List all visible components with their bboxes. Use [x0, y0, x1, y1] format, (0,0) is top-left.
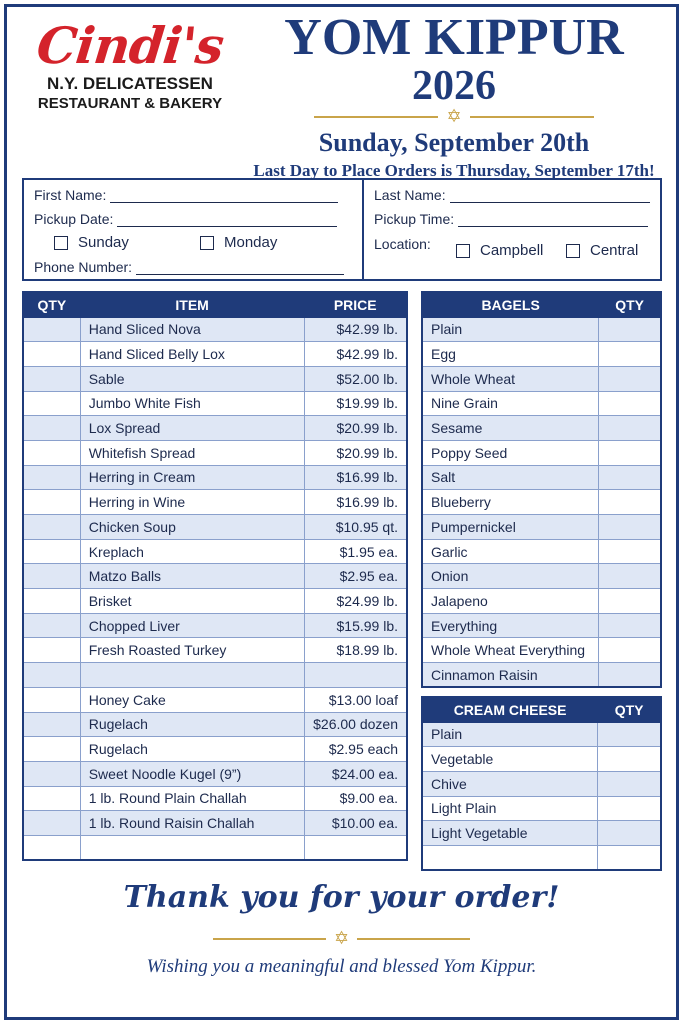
- item-price: $16.99 lb.: [304, 490, 407, 515]
- header: [234, 10, 674, 182]
- menu-row: [23, 465, 407, 490]
- bagel-name: Pumpernickel: [422, 515, 599, 540]
- phone-line[interactable]: [136, 261, 344, 275]
- bagel-qty-cell[interactable]: [599, 440, 661, 465]
- item-name: 1 lb. Round Raisin Challah: [80, 811, 304, 836]
- bagel-name: Garlic: [422, 539, 599, 564]
- cream-cheese-qty-cell[interactable]: [598, 796, 661, 821]
- bagel-qty-cell[interactable]: [599, 638, 661, 663]
- monday-label: Monday: [224, 234, 278, 251]
- item-price: $16.99 lb.: [304, 465, 407, 490]
- price-header: PRICE: [304, 292, 407, 317]
- sunday-option[interactable]: [54, 234, 129, 251]
- campbell-checkbox[interactable]: [456, 244, 470, 258]
- bagel-name: Cinnamon Raisin: [422, 663, 599, 688]
- item-name: Rugelach: [80, 737, 304, 762]
- bagel-qty-cell[interactable]: [599, 342, 661, 367]
- bagel-qty-cell[interactable]: [599, 465, 661, 490]
- qty-cell[interactable]: [23, 761, 80, 786]
- bagel-qty-cell[interactable]: [599, 490, 661, 515]
- menu-row: [23, 712, 407, 737]
- item-name: Matzo Balls: [80, 564, 304, 589]
- qty-cell[interactable]: [23, 835, 80, 860]
- cream-cheese-qty-cell[interactable]: [598, 771, 661, 796]
- item-name: [80, 663, 304, 688]
- item-name: Whitefish Spread: [80, 440, 304, 465]
- qty-cell[interactable]: [23, 687, 80, 712]
- pickup-time-label: Pickup Time:: [374, 211, 455, 227]
- pickup-date-field[interactable]: [34, 211, 337, 227]
- first-name-label: First Name:: [34, 187, 107, 203]
- qty-cell[interactable]: [23, 416, 80, 441]
- bagel-row: [422, 391, 661, 416]
- item-price: $20.99 lb.: [304, 416, 407, 441]
- location-label: Location:: [374, 236, 431, 252]
- cream-cheese-qty-cell[interactable]: [598, 821, 661, 846]
- item-name: Sable: [80, 366, 304, 391]
- item-name: 1 lb. Round Plain Challah: [80, 786, 304, 811]
- item-price: $2.95 each: [304, 737, 407, 762]
- sunday-label: Sunday: [78, 234, 129, 251]
- item-price: $10.95 qt.: [304, 515, 407, 540]
- qty-cell[interactable]: [23, 589, 80, 614]
- menu-row: [23, 539, 407, 564]
- qty-cell[interactable]: [23, 712, 80, 737]
- sunday-checkbox[interactable]: [54, 236, 68, 250]
- item-price: [304, 663, 407, 688]
- cream-cheese-row: [422, 821, 661, 846]
- item-price: $52.00 lb.: [304, 366, 407, 391]
- item-name: Kreplach: [80, 539, 304, 564]
- qty-cell[interactable]: [23, 366, 80, 391]
- item-name: [80, 835, 304, 860]
- bagel-row: [422, 416, 661, 441]
- cream-cheese-body: [422, 722, 661, 870]
- bagel-name: Whole Wheat: [422, 366, 599, 391]
- bagel-qty-cell[interactable]: [599, 317, 661, 342]
- qty-cell[interactable]: [23, 515, 80, 540]
- last-name-label: Last Name:: [374, 187, 446, 203]
- cream-cheese-qty-cell[interactable]: [598, 747, 661, 772]
- qty-cell[interactable]: [23, 564, 80, 589]
- cream-cheese-name: Vegetable: [422, 747, 598, 772]
- divider-line: [470, 116, 594, 118]
- item-price: $10.00 ea.: [304, 811, 407, 836]
- bagel-name: Plain: [422, 317, 599, 342]
- menu-row: [23, 342, 407, 367]
- bagel-qty-cell[interactable]: [599, 539, 661, 564]
- bagel-qty-cell[interactable]: [599, 416, 661, 441]
- first-name-line[interactable]: [110, 189, 338, 203]
- item-name: Herring in Cream: [80, 465, 304, 490]
- bagels-table: [421, 291, 662, 688]
- menu-row: [23, 391, 407, 416]
- star-of-david-icon: ✡: [333, 928, 350, 949]
- cream-cheese-qty-header: QTY: [598, 697, 661, 722]
- cream-cheese-header-row: [422, 697, 661, 722]
- bagels-body: [422, 317, 661, 687]
- divider-line: [357, 938, 470, 940]
- menu-row: [23, 835, 407, 860]
- item-header: ITEM: [80, 292, 304, 317]
- item-name: Fresh Roasted Turkey: [80, 638, 304, 663]
- bagel-qty-cell[interactable]: [599, 391, 661, 416]
- bagel-name: Salt: [422, 465, 599, 490]
- event-date: Sunday, September 20th: [318, 128, 590, 157]
- item-name: Lox Spread: [80, 416, 304, 441]
- cream-cheese-row: [422, 771, 661, 796]
- monday-option[interactable]: [200, 234, 277, 251]
- thank-you-message: Thank you for your order!: [123, 880, 560, 915]
- item-name: Rugelach: [80, 712, 304, 737]
- qty-cell[interactable]: [23, 663, 80, 688]
- item-name: Hand Sliced Nova: [80, 317, 304, 342]
- item-name: Brisket: [80, 589, 304, 614]
- closing-wish: Wishing you a meaningful and blessed Yom Kippur.: [146, 956, 537, 977]
- item-name: Chicken Soup: [80, 515, 304, 540]
- divider-line: [314, 116, 438, 118]
- menu-row: [23, 416, 407, 441]
- menu-row: [23, 589, 407, 614]
- bagel-name: Nine Grain: [422, 391, 599, 416]
- item-price: $24.99 lb.: [304, 589, 407, 614]
- bagel-row: [422, 440, 661, 465]
- pickup-time-field[interactable]: [374, 211, 648, 227]
- qty-cell[interactable]: [23, 490, 80, 515]
- central-label: Central: [590, 242, 639, 259]
- qty-cell[interactable]: [23, 613, 80, 638]
- qty-cell[interactable]: [23, 342, 80, 367]
- menu-body: [23, 317, 407, 860]
- menu-row: [23, 761, 407, 786]
- bagels-qty-header: QTY: [599, 292, 661, 317]
- item-price: $42.99 lb.: [304, 342, 407, 367]
- menu-row: [23, 737, 407, 762]
- cream-cheese-row: [422, 722, 661, 747]
- item-price: $26.00 dozen: [304, 712, 407, 737]
- bagel-name: Everything: [422, 613, 599, 638]
- qty-cell[interactable]: [23, 811, 80, 836]
- item-name: Honey Cake: [80, 687, 304, 712]
- qty-cell[interactable]: [23, 737, 80, 762]
- campbell-option[interactable]: [456, 242, 543, 259]
- star-divider: [314, 108, 594, 126]
- menu-row: [23, 687, 407, 712]
- qty-cell[interactable]: [23, 440, 80, 465]
- first-name-field[interactable]: [34, 187, 338, 203]
- phone-field[interactable]: [34, 259, 344, 275]
- item-price: $42.99 lb.: [304, 317, 407, 342]
- qty-header: QTY: [23, 292, 80, 317]
- bagel-name: Whole Wheat Everything: [422, 638, 599, 663]
- pickup-date-label: Pickup Date:: [34, 211, 114, 227]
- bagels-header-row: [422, 292, 661, 317]
- item-price: $15.99 lb.: [304, 613, 407, 638]
- cream-cheese-table: [421, 696, 662, 871]
- bagel-row: [422, 490, 661, 515]
- item-price: [304, 835, 407, 860]
- bagel-qty-cell[interactable]: [599, 564, 661, 589]
- bagel-row: [422, 539, 661, 564]
- page-title: YOM KIPPUR: [284, 9, 624, 66]
- cream-cheese-row: [422, 845, 661, 870]
- menu-row: [23, 515, 407, 540]
- monday-checkbox[interactable]: [200, 236, 214, 250]
- bagel-qty-cell[interactable]: [599, 663, 661, 688]
- pickup-time-line[interactable]: [458, 213, 648, 227]
- bagel-name: Egg: [422, 342, 599, 367]
- bagel-name: Poppy Seed: [422, 440, 599, 465]
- menu-row: [23, 366, 407, 391]
- menu-header-row: [23, 292, 407, 317]
- divider-line: [213, 938, 326, 940]
- logo-line-2: RESTAURANT & BAKERY: [37, 95, 223, 112]
- bagel-name: Jalapeno: [422, 589, 599, 614]
- bagel-qty-cell[interactable]: [599, 366, 661, 391]
- bagel-row: [422, 613, 661, 638]
- bagel-row: [422, 638, 661, 663]
- item-name: Sweet Noodle Kugel (9”): [80, 761, 304, 786]
- bagel-row: [422, 564, 661, 589]
- qty-cell[interactable]: [23, 786, 80, 811]
- menu-row: [23, 663, 407, 688]
- menu-row: [23, 490, 407, 515]
- cream-cheese-name: [422, 845, 598, 870]
- menu-row: [23, 317, 407, 342]
- item-name: Chopped Liver: [80, 613, 304, 638]
- item-price: $19.99 lb.: [304, 391, 407, 416]
- logo-brand: Cindi's: [34, 16, 226, 75]
- central-option[interactable]: [566, 242, 638, 259]
- menu-row: [23, 564, 407, 589]
- pickup-date-line[interactable]: [117, 213, 337, 227]
- menu-table: [22, 291, 408, 861]
- item-price: $20.99 lb.: [304, 440, 407, 465]
- last-name-line[interactable]: [450, 189, 650, 203]
- bagel-name: Onion: [422, 564, 599, 589]
- bagel-row: [422, 515, 661, 540]
- menu-row: [23, 786, 407, 811]
- cream-cheese-qty-cell[interactable]: [598, 845, 661, 870]
- menu-row: [23, 613, 407, 638]
- bagel-name: Blueberry: [422, 490, 599, 515]
- item-name: Hand Sliced Belly Lox: [80, 342, 304, 367]
- cream-cheese-name: Light Plain: [422, 796, 598, 821]
- star-of-david-icon: ✡: [446, 106, 462, 127]
- item-price: $1.95 ea.: [304, 539, 407, 564]
- bagel-qty-cell[interactable]: [599, 589, 661, 614]
- bagel-qty-cell[interactable]: [599, 515, 661, 540]
- item-name: Herring in Wine: [80, 490, 304, 515]
- cream-cheese-qty-cell[interactable]: [598, 722, 661, 747]
- qty-cell[interactable]: [23, 638, 80, 663]
- bagel-row: [422, 366, 661, 391]
- item-name: Jumbo White Fish: [80, 391, 304, 416]
- logo: [30, 18, 230, 112]
- bagel-name: Sesame: [422, 416, 599, 441]
- customer-info-form: [22, 178, 662, 281]
- phone-label: Phone Number:: [34, 259, 133, 275]
- page-year: 2026: [412, 63, 496, 109]
- qty-cell[interactable]: [23, 539, 80, 564]
- menu-row: [23, 440, 407, 465]
- footer-star-divider: [213, 930, 470, 948]
- bagel-row: [422, 663, 661, 688]
- bagel-row: [422, 465, 661, 490]
- bagel-row: [422, 589, 661, 614]
- item-price: $2.95 ea.: [304, 564, 407, 589]
- campbell-label: Campbell: [480, 242, 544, 259]
- bagels-header: BAGELS: [422, 292, 599, 317]
- order-deadline: Last Day to Place Orders is Thursday, September 17th!: [253, 161, 655, 180]
- qty-cell[interactable]: [23, 465, 80, 490]
- logo-line-1: N.Y. DELICATESSEN: [47, 74, 213, 93]
- cream-cheese-header: CREAM CHEESE: [422, 697, 598, 722]
- customer-info-right: [364, 180, 660, 279]
- item-price: $24.00 ea.: [304, 761, 407, 786]
- item-price: $13.00 loaf: [304, 687, 407, 712]
- central-checkbox[interactable]: [566, 244, 580, 258]
- qty-cell[interactable]: [23, 317, 80, 342]
- bagel-row: [422, 342, 661, 367]
- qty-cell[interactable]: [23, 391, 80, 416]
- item-price: $18.99 lb.: [304, 638, 407, 663]
- cream-cheese-row: [422, 747, 661, 772]
- cream-cheese-name: Light Vegetable: [422, 821, 598, 846]
- cream-cheese-name: Chive: [422, 771, 598, 796]
- menu-row: [23, 811, 407, 836]
- last-name-field[interactable]: [374, 187, 650, 203]
- cream-cheese-row: [422, 796, 661, 821]
- customer-info-left: [24, 180, 364, 279]
- bagel-row: [422, 317, 661, 342]
- cream-cheese-name: Plain: [422, 722, 598, 747]
- location-field: [374, 236, 431, 252]
- menu-row: [23, 638, 407, 663]
- item-price: $9.00 ea.: [304, 786, 407, 811]
- bagel-qty-cell[interactable]: [599, 613, 661, 638]
